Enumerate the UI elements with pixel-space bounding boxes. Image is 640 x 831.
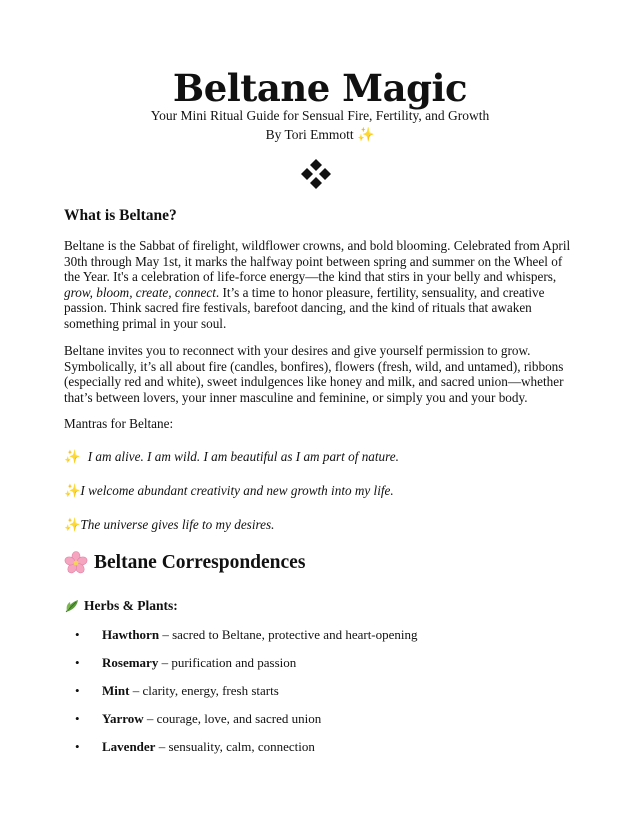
mantras-label: Mantras for Beltane: <box>64 416 174 431</box>
mantra-item <box>64 449 584 465</box>
sparkles-icon: ✨ <box>64 517 81 532</box>
herb-name: Lavender <box>102 739 156 754</box>
list-item <box>64 626 604 654</box>
author-name: By Tori Emmott <box>265 127 354 142</box>
herb-name: Rosemary <box>102 655 159 670</box>
bullet: • <box>75 711 80 726</box>
bullet: • <box>75 655 80 670</box>
bullet: • <box>75 739 80 754</box>
diamond-ornament-icon <box>300 158 332 190</box>
herb-description: – courage, love, and sacred union <box>143 711 322 726</box>
intro-text-part-2: . It’s a time to honor pleasure, fertility, sensuality, and creative passion. Think sacred fire festivals, barefoot dancing, and the kind of rituals that awaken something primal in your soul. <box>64 284 545 331</box>
list-item <box>64 738 604 766</box>
intro-paragraph <box>64 238 576 331</box>
mantra-item <box>64 517 584 533</box>
author-byline <box>0 126 640 144</box>
intro-text-part-1: Beltane is the Sabbat of firelight, wildflower crowns, and bold blooming. Celebrated from April 30th through May 1st, it marks the halfway point between spring and summer on the Wheel of the Year. It's a celebration of life-force energy—the kind that stirs in your belly and whispers, <box>64 238 571 284</box>
bullet: • <box>75 683 80 698</box>
herb-name: Mint <box>102 683 130 698</box>
sparkles-icon: ✨ <box>64 483 81 498</box>
mantra-item <box>64 483 584 499</box>
list-item <box>64 710 604 738</box>
herb-description: – clarity, energy, fresh starts <box>129 683 279 698</box>
symbolism-paragraph: Beltane invites you to reconnect with your desires and give yourself permission to grow. Symbolically, it’s all about fire (candles, bonfires), flowers (fresh, wild, and untamed), ribbons (especially red and white), sweet indulgences like honey and milk, and sacred union—whether that’s between lovers, your inner masculine and feminine, or simply you and your body. <box>64 343 564 405</box>
page-subtitle: Your Mini Ritual Guide for Sensual Fire, Fertility, and Growth <box>150 108 490 123</box>
herb-name: Hawthorn <box>102 627 160 642</box>
herb-description: – sensuality, calm, connection <box>155 739 315 754</box>
section-heading-what-is-beltane: What is Beltane? <box>64 207 177 224</box>
herb-leaf-icon <box>64 598 80 614</box>
bullet: • <box>75 627 80 642</box>
cherry-blossom-icon <box>64 551 88 575</box>
list-item <box>64 654 604 682</box>
sparkles-icon: ✨ <box>64 449 81 464</box>
herbs-heading-text: Herbs & Plants: <box>84 598 178 613</box>
herbs-list <box>64 626 604 766</box>
herbs-heading <box>64 597 178 614</box>
correspondences-title-text: Beltane Correspondences <box>94 552 306 573</box>
herb-description: – purification and passion <box>158 655 297 670</box>
herb-name: Yarrow <box>102 711 144 726</box>
herb-description: – sacred to Beltane, protective and heart-opening <box>159 627 418 642</box>
mantra-text: I welcome abundant creativity and new growth into my life. <box>80 483 394 498</box>
sparkles-icon: ✨ <box>357 128 375 143</box>
mantra-text: I am alive. I am wild. I am beautiful as I am part of nature. <box>87 449 399 464</box>
mantra-text: The universe gives life to my desires. <box>80 517 275 532</box>
page-title: Beltane Magic <box>172 66 468 110</box>
intro-text-italic: grow, bloom, create, connect <box>64 284 216 300</box>
correspondences-heading <box>64 550 305 576</box>
list-item <box>64 682 604 710</box>
